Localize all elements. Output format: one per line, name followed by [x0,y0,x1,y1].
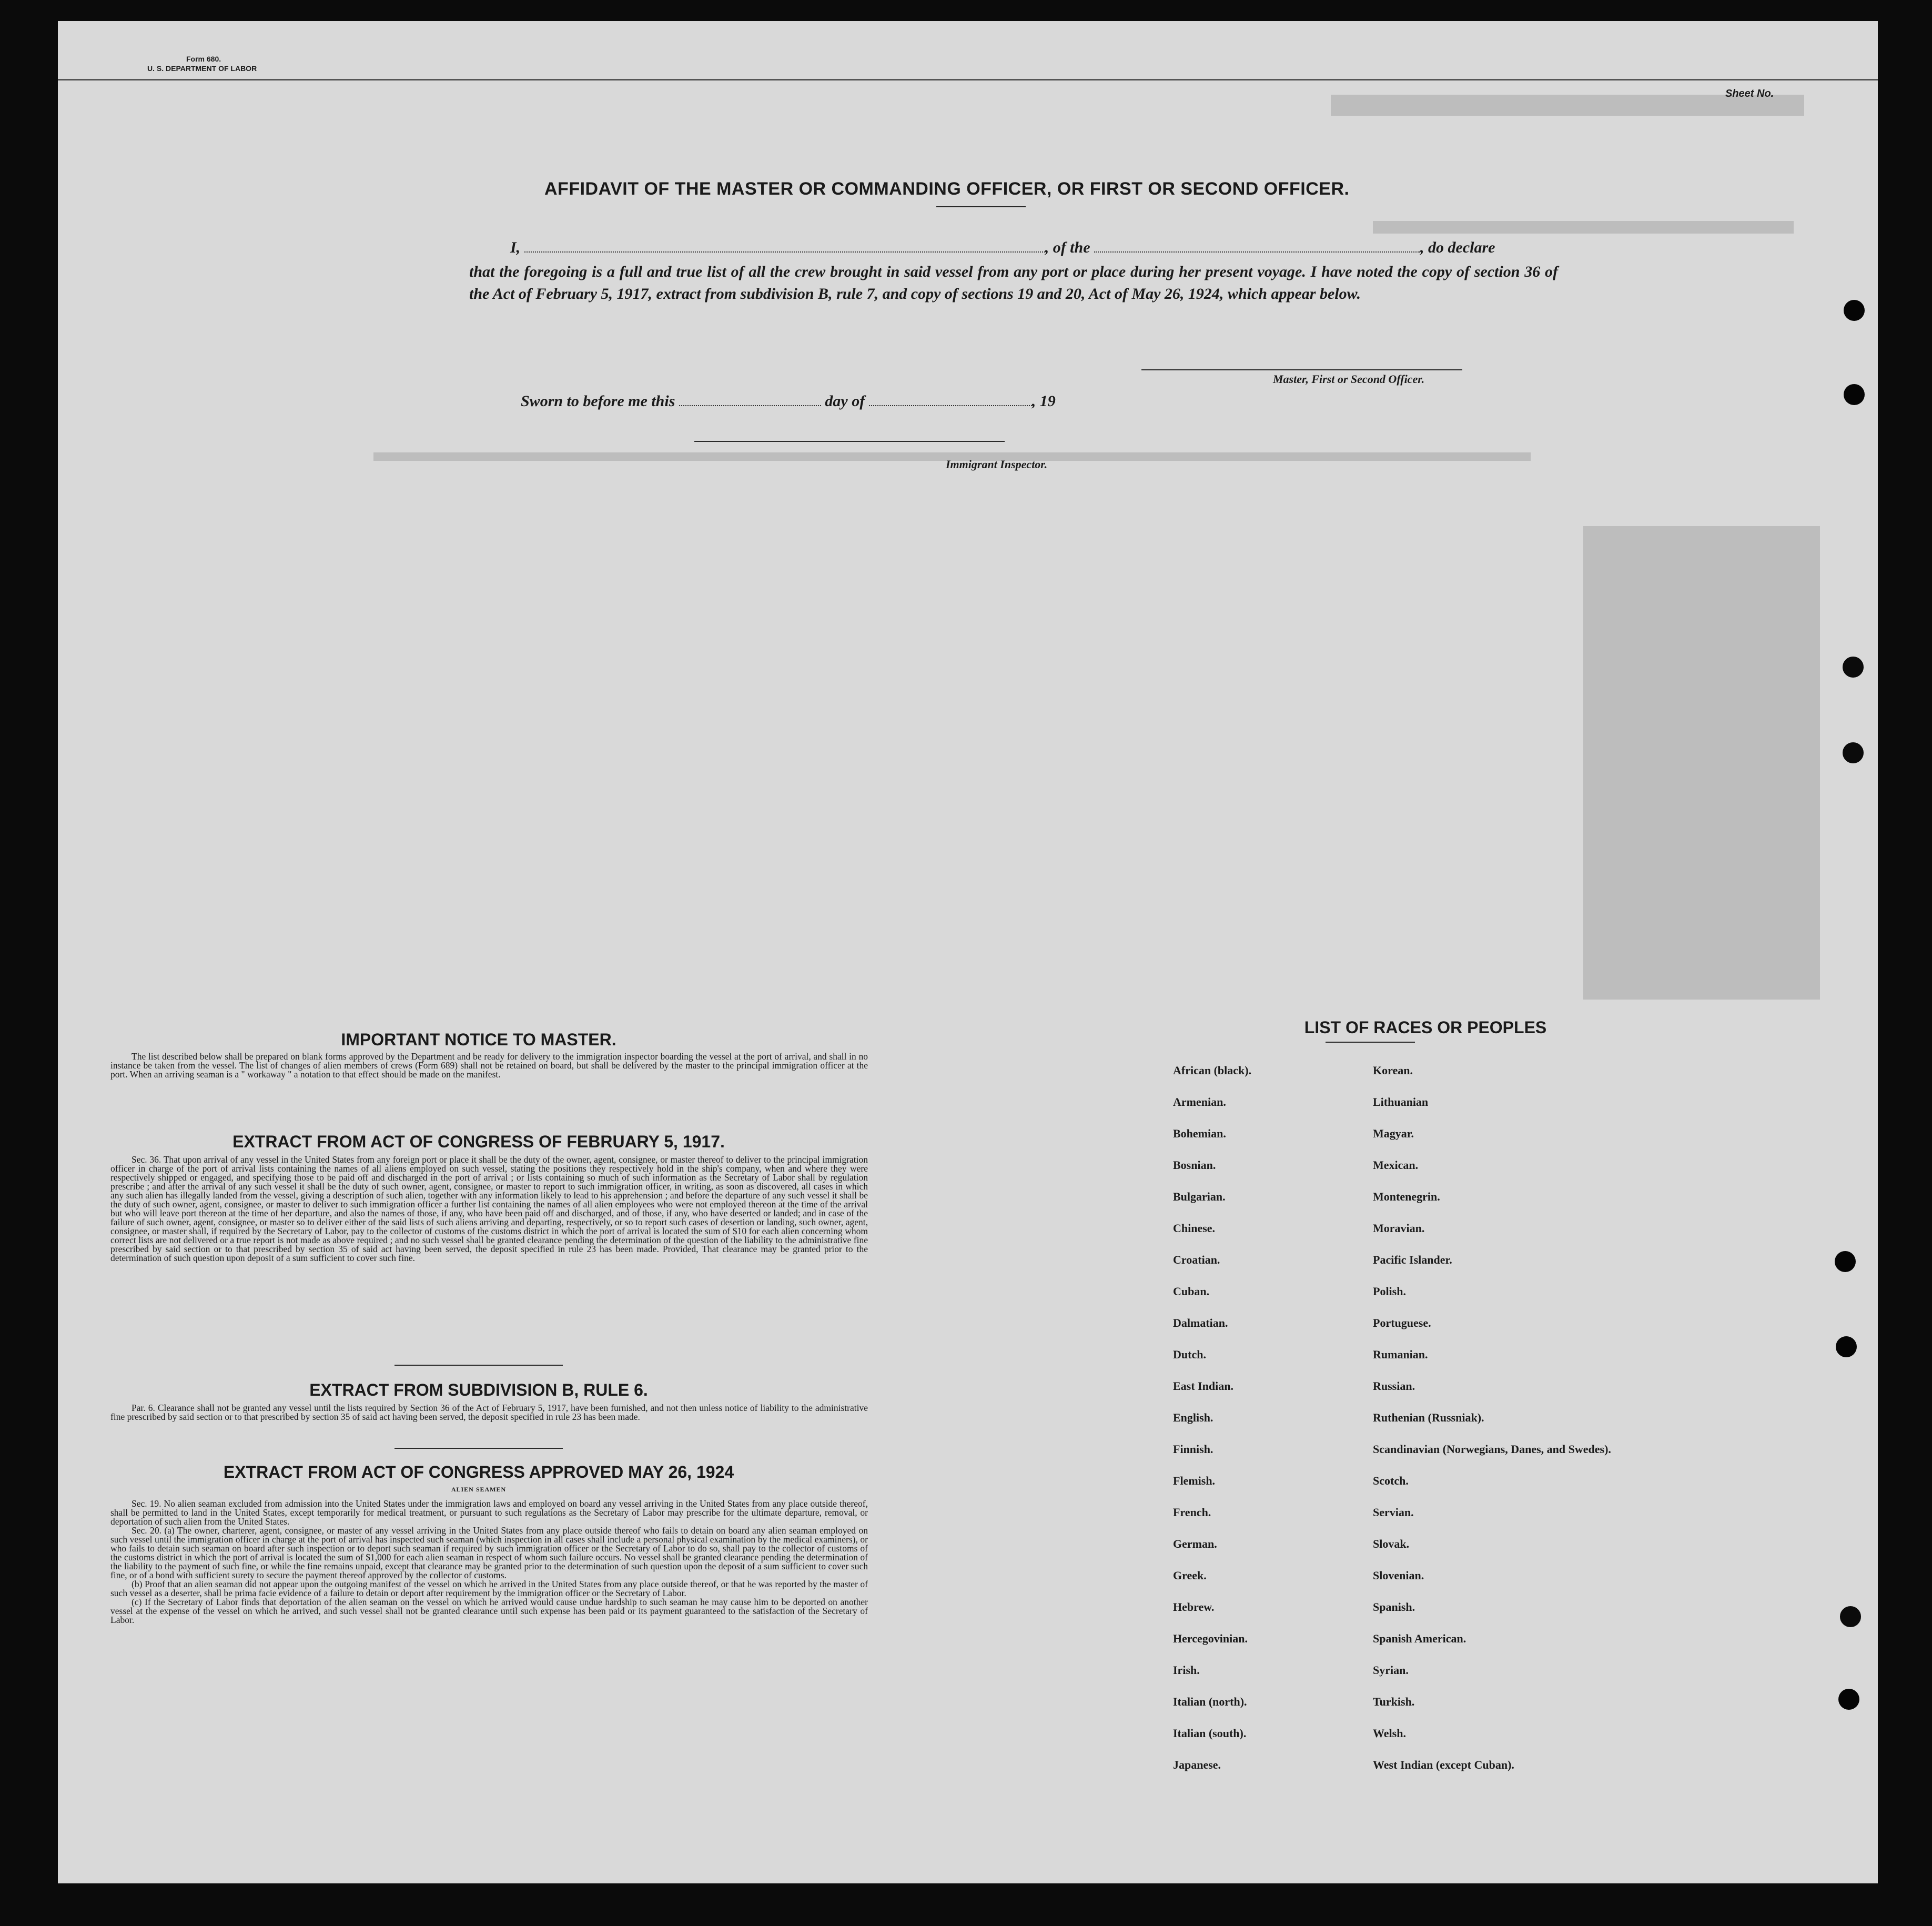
race-item: Korean. [1373,1064,1413,1077]
sworn-day-of: day of [825,392,865,410]
race-item: Turkish. [1373,1695,1415,1708]
master-signature-line[interactable] [1141,369,1462,370]
race-item: Servian. [1373,1506,1414,1519]
extract-1924-title: EXTRACT FROM ACT OF CONGRESS APPROVED MAY 26, 1924 [223,1463,734,1481]
races-column-1 [1173,1064,1368,1790]
race-item: Flemish. [1173,1474,1216,1487]
master-name-field[interactable] [524,238,1045,253]
race-item: African (black). [1173,1064,1252,1077]
affidavit-declare: , do declare [1420,239,1495,256]
affidavit-title: AFFIDAVIT OF THE MASTER OR COMMANDING OFFICER, OR FIRST OR SECOND OFFICER. [544,179,1350,199]
race-item: Scotch. [1373,1474,1409,1487]
race-item: Hebrew. [1173,1600,1215,1614]
race-item: Bosnian. [1173,1158,1216,1172]
race-item: Slovak. [1373,1537,1410,1550]
sworn-line [521,390,1257,412]
race-item: Welsh. [1373,1727,1406,1740]
race-item: East Indian. [1173,1379,1233,1393]
master-signature-label: Master, First or Second Officer. [1273,372,1425,386]
race-item: Portuguese. [1373,1316,1431,1329]
punch-hole [1844,384,1865,405]
department-label: U. S. DEPARTMENT OF LABOR [147,64,257,73]
sworn-prefix: Sworn to before me this [521,392,675,410]
race-item: Mexican. [1373,1158,1419,1172]
top-edge-fold [58,79,1878,80]
race-item: Finnish. [1173,1443,1213,1456]
race-item: Scandinavian (Norwegians, Danes, and Swedes). [1373,1443,1611,1456]
races-column-2 [1373,1064,1667,1790]
race-item: Polish. [1373,1285,1406,1298]
sworn-day-field[interactable] [679,391,821,406]
race-item: Pacific Islander. [1373,1253,1452,1266]
section-divider-2 [395,1448,563,1449]
punch-hole [1838,1605,1863,1629]
race-item: Magyar. [1373,1127,1414,1140]
race-item: Chinese. [1173,1222,1216,1235]
race-item: Hercegovinian. [1173,1632,1248,1645]
inspector-signature-line[interactable] [694,441,1005,442]
title-rule [936,206,1026,207]
race-item: English. [1173,1411,1213,1424]
punch-hole [1836,1336,1857,1357]
punch-hole [1835,1251,1856,1272]
race-item: German. [1173,1537,1217,1550]
extract-1924-text [110,1499,868,1625]
race-item: Moravian. [1373,1222,1425,1235]
inspector-label: Immigrant Inspector. [946,458,1048,471]
race-item: French. [1173,1506,1211,1519]
vessel-name-field[interactable] [1094,238,1420,253]
race-item: Spanish. [1373,1600,1415,1614]
race-item: Slovenian. [1373,1569,1424,1582]
punch-hole [1841,655,1865,679]
race-item: Montenegrin. [1373,1190,1440,1203]
race-item: Italian (north). [1173,1695,1247,1708]
punch-hole [1841,741,1865,765]
race-item: Lithuanian [1373,1095,1429,1108]
race-item: Armenian. [1173,1095,1226,1108]
races-title: LIST OF RACES OR PEOPLES [1304,1018,1547,1037]
notice-title: IMPORTANT NOTICE TO MASTER. [341,1030,616,1049]
sworn-month-field[interactable] [869,391,1032,406]
race-item: Italian (south). [1173,1727,1247,1740]
sworn-year: , 19 [1031,392,1056,410]
sec-20a-text: Sec. 20. (a) The owner, charterer, agent, consignee, or master of any vessel arriving in the United States from any place outside thereof who fails to detain on board any alien seaman employed on such vessel until the immigration officer in charge at the port of arrival has inspected such seaman (which inspection in all cases shall include a personal physical examination by the medical examiners), or who fails to detain such seaman on board after such inspection or to deport such seaman if required by such immigration officer or the Secretary of Labor to do so, shall pay to the collector of customs of the customs district in which the port of arrival is located the sum of $1,000 for each alien seaman in respect of whom such failure occurs. No vessel shall be granted clearance pending the determination of the liability to the payment of such fine, or while the fine remains unpaid, except that clearance may be granted prior to the determination of such question upon the deposit of a sum sufficient to cover such fine, or of a bond with sufficient surety to secure the payment thereof approved by the collector of customs. [110,1525,868,1580]
race-item: Spanish American. [1373,1632,1466,1645]
race-item: Croatian. [1173,1253,1220,1266]
race-item: Syrian. [1373,1663,1409,1677]
sec-19-text: Sec. 19. No alien seaman excluded from admission into the United States under the immigration laws and employed on board any vessel arriving in the United States from any place outside thereof, shall be permitted to land in the United States, except temporarily for medical treatment, or pursuant to such regulations as the Secretary of Labor may prescribe for the ultimate departure, removal, or deportation of such alien from the United States. [110,1498,868,1527]
extract-rule6-text: Par. 6. Clearance shall not be granted any vessel until the lists required by Section 36 of the Act of February 5, 1917, have been furnished, and not then unless notice of liability to the administrative fine prescribed by said section or to that prescribed by section 35 of said act having been served, the deposit specified in rule 23 has been made. [110,1403,868,1422]
race-item: Rumanian. [1373,1348,1428,1361]
race-item: Ruthenian (Russniak). [1373,1411,1484,1424]
extract-1917-text: Sec. 36. That upon arrival of any vessel in the United States from any foreign port or place it shall be the duty of the owner, agent, consignee, or master thereof to deliver to the principal immigration officer in charge of the port of arrival lists containing the names of all aliens employed on such vessel, stating the positions they respectively hold in the ship's company, when and where they were respectively shipped or engaged, and specifying those to be paid off and discharged in the port of arrival ; or lists containing so much of such information as the Secretary of Labor shall by regulation prescribe ; and after the arrival of any such vessel it shall be the duty of such owner, agent, consignee, or master to report to such immigration officer, in writing, as soon as discovered, all cases in which any such alien has illegally landed from the vessel, giving a description of such alien, together with any information likely to lead to his apprehension ; and before the departure of any such vessel it shall be the duty of such owner, agent, consignee, or master to deliver to such immigration officer a further list containing the names of all alien employees who were not employed thereon at the time of the arrival but who will leave port thereon at the time of her departure, and also the names of those, if any, who have been paid off and discharged, and of those, if any, who have deserted or landed; and in case of the failure of such owner, agent, consignee, or master so to deliver either of the said lists of such aliens arriving and departing, respectively, or so to report such cases of desertion or landing, such owner, agent, consignee, or master shall, if required by the Secretary of Labor, pay to the collector of customs of the customs district in which the port of arrival is located the sum of $10 for each alien concerning whom correct lists are not delivered or a true report is not made as above required ; and no such vessel shall be granted clearance pending the determination of the question of the liability to the administrative fine prescribed by said section or to that prescribed by section 35 of said act having been served, the deposit specified in rule 23 has been made. Provided, That clearance may be granted prior to the determination of such question upon deposit of a sum sufficient to cover such fine. [110,1154,868,1263]
race-item: Japanese. [1173,1758,1221,1771]
race-item: Russian. [1373,1379,1415,1393]
sheet-number-label: Sheet No. [1725,88,1774,99]
sec-20c-text: (c) If the Secretary of Labor finds that deportation of the alien seaman on the vessel on which he arrived would cause undue hardship to such seaman he may cause him to be deported on another vessel at the expense of the vessel on which he arrived, and such vessel shall not be granted clearance until such expense has been paid or its payment guaranteed to the satisfaction of the Secretary of Labor. [110,1597,868,1625]
punch-hole [1844,300,1865,321]
race-item: Dutch. [1173,1348,1206,1361]
section-divider [395,1365,563,1366]
punch-hole [1838,1689,1859,1710]
affidavit-declaration-line [510,237,1562,259]
sec-20b-text: (b) Proof that an alien seaman did not appear upon the outgoing manifest of the vessel on which he arrived in the United States from any place outside thereof, or that he was reported by the master of such vessel as a deserter, shall be prima facie evidence of a failure to detain or deport after requirement by the immigration officer or the Secretary of Labor. [110,1579,868,1598]
affidavit-body: that the foregoing is a full and true list of all the crew brought in said vessel from any port or place during her present voyage. I have noted the copy of section 36 of the Act of February 5, 1917, extract from subdivision B, rule 7, and copy of sections 19 and 20, Act of May 26, 1924, which appear below. [469,263,1558,302]
extract-rule6-title: EXTRACT FROM SUBDIVISION B, RULE 6. [309,1380,648,1399]
race-item: Cuban. [1173,1285,1210,1298]
race-item: Bulgarian. [1173,1190,1226,1203]
race-item: Greek. [1173,1569,1207,1582]
notice-text: The list described below shall be prepared on blank forms approved by the Department and be ready for delivery to the immigration inspector boarding the vessel at the port of arrival, and shall in no instance be taken from the vessel. The list of changes of alien members of crews (Form 689) shall not be retained on board, but shall be delivered by the master to the principal immigration officer at the port. When an arriving seaman is a " workaway " a notation to that effect should be made on the manifest. [110,1051,868,1080]
race-item: Bohemian. [1173,1127,1226,1140]
extract-1917-title: EXTRACT FROM ACT OF CONGRESS OF FEBRUARY 5, 1917. [232,1132,725,1151]
race-item: Dalmatian. [1173,1316,1228,1329]
affidavit-i: I, [510,239,521,256]
affidavit-of-the: , of the [1045,239,1090,256]
race-item: West Indian (except Cuban). [1373,1758,1514,1771]
race-item: Irish. [1173,1663,1200,1677]
form-number: Form 680. [186,55,221,63]
extract-1924-subtitle: ALIEN SEAMEN [451,1486,507,1493]
races-title-rule [1326,1042,1415,1043]
form-sheet [58,21,1878,1883]
